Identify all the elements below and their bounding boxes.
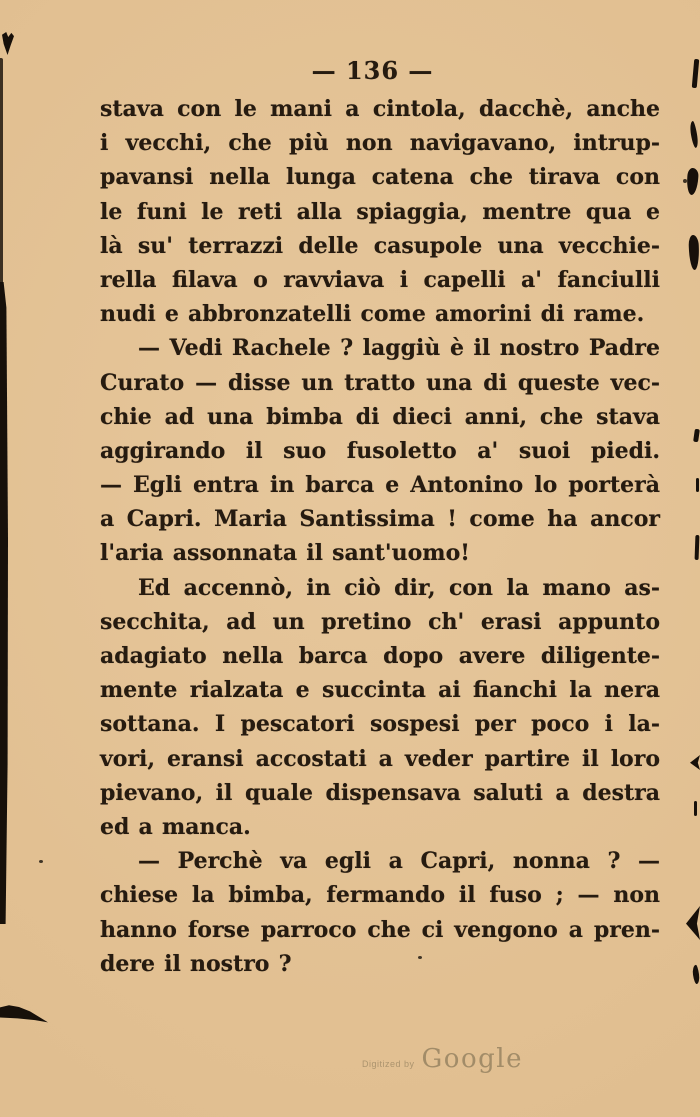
text-line: stava con le mani a cintola, dacchè, anche [100,96,660,122]
text-line: sottana. I pescatori sospesi per poco i la- [100,711,660,738]
watermark-prefix: Digitized by [362,1059,415,1069]
text-block [100,92,660,981]
text-line: Ed accennò, in ciò dir, con la mano as- [138,574,660,601]
text-line: l'aria assonnata il sant'uomo! [100,540,470,567]
text-line: nudi e abbronzatelli come amorini di rame. [100,301,645,328]
text-line: hanno forse parroco che ci vengono a pren- [100,916,660,943]
text-line: chiese la bimba, fermando il fuso ; — non [100,882,660,909]
text-line: — Egli entra in barca e Antonino lo porterà [100,472,660,499]
gutter-shadow-thin [0,58,3,284]
ink-dot-mark [418,956,422,959]
text-line: vori, eransi accostati a veder partire il loro [100,745,660,772]
text-line: aggirando il suo fusoletto a' suoi piedi. [100,437,660,464]
text-line: Curato — disse un tratto una di queste vec- [100,369,660,396]
text-line: secchita, ad un pretino ch' erasi appunto [100,608,660,635]
text-line: a Capri. Maria Santissima ! come ha ancor [100,506,660,533]
text-line: — Vedi Rachele ? laggiù è il nostro Padre [138,335,660,362]
text-line: là su' terrazzi delle casupole una vecchie- [100,232,660,259]
page-number: — 136 — [311,56,434,85]
text-line: adagiato nella barca dopo avere diligente- [100,643,660,669]
text-line: chie ad una bimba di dieci anni, che stava [100,403,660,430]
ink-dot-mark [39,860,43,863]
edge-ink-mark [694,801,697,816]
text-line: dere il nostro ? [100,950,292,977]
text-line: mente rialzata e succinta ai fianchi la nera [100,677,660,704]
digitized-by-google-watermark [362,1044,523,1074]
text-line: pievano, il quale dispensava saluti a destra [100,779,660,806]
google-logo: Google [421,1044,523,1074]
text-line: rella filava o ravviava i capelli a' fanciulli [100,266,660,293]
text-line: le funi le reti alla spiaggia, mentre qua e [100,198,660,225]
text-line: pavansi nella lunga catena che tirava con [100,164,660,191]
edge-ink-mark [696,478,699,492]
text-line: — Perchè va egli a Capri, nonna ? — [138,848,660,875]
text-line: i vecchi, che più non navigavano, intrup- [100,130,660,157]
text-line: ed a manca. [100,813,251,840]
